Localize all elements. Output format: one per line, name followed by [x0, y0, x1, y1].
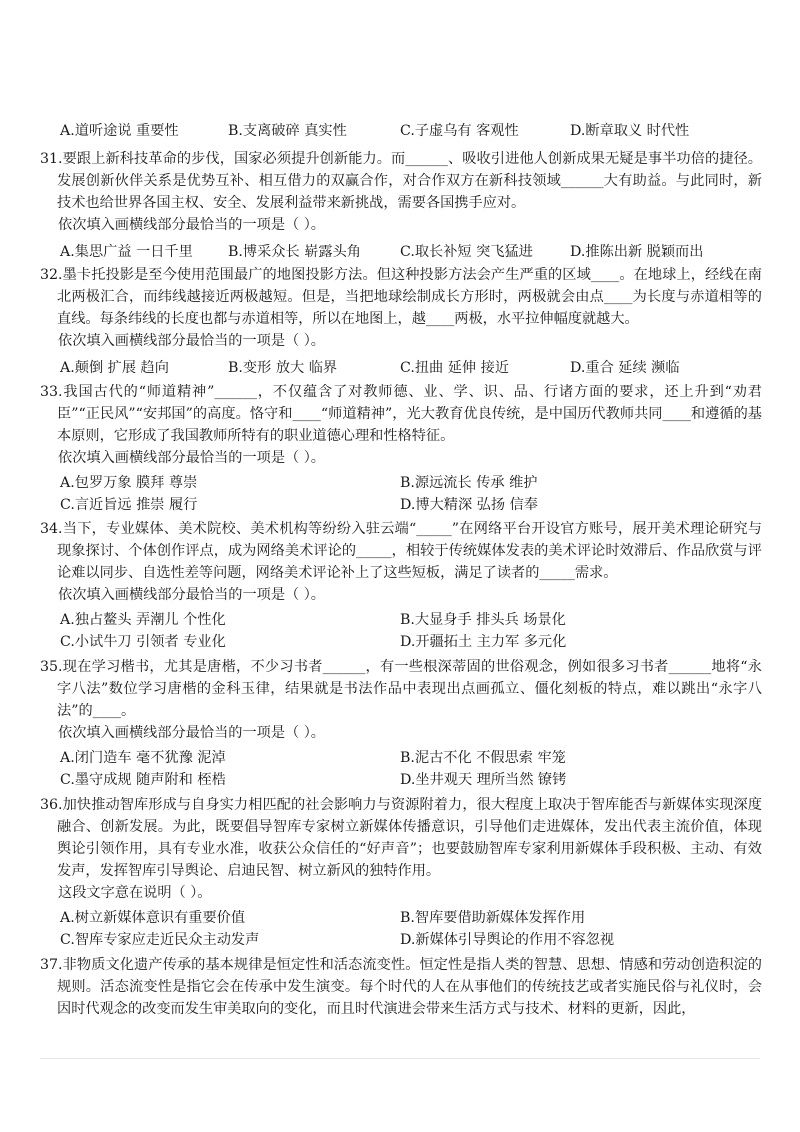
option-c[interactable]: C.言近旨远 推崇 履行 [60, 497, 198, 513]
option-d[interactable]: D.重合 延续 濒临 [570, 360, 680, 376]
question-prompt: 依次填入画横线部分最恰当的一项是（ ）。 [58, 587, 325, 603]
question-prompt: 依次填入画横线部分最恰当的一项是（ ）。 [58, 217, 325, 233]
q30-options [60, 120, 780, 142]
option-c[interactable]: C.小试牛刀 引领者 专业化 [60, 634, 226, 650]
option-b[interactable]: B.泥古不化 不假思索 牢笼 [400, 750, 566, 766]
option-row [40, 357, 762, 379]
q30-option-d[interactable]: D.断章取义 时代性 [570, 123, 690, 139]
option-c[interactable]: C.智库专家应走近民众主动发声 [60, 932, 260, 948]
option-a[interactable]: A.闭门造车 毫不犹豫 泥淖 [60, 750, 226, 766]
option-grid [40, 609, 762, 653]
option-b[interactable]: B.大显身手 排头兵 场景化 [400, 612, 566, 628]
option-d[interactable]: D.博大精深 弘扬 信奉 [400, 497, 538, 513]
question-stem: 35.现在学习楷书，尤其是唐楷，不少习书者______，有一些根深蒂固的世俗观念，例如很多习书者______地将“永字八法”数位学习唐楷的金科玉律，结果就是书法作品中表现出点画孤立、僵化刻板的特点，难以跳出“永字八法”的____。 [40, 659, 762, 719]
q30-option-b[interactable]: B.支离破碎 真实性 [228, 123, 347, 139]
option-b[interactable]: B.智库要借助新媒体发挥作用 [400, 910, 586, 926]
question-31 [40, 148, 762, 263]
question-stem: 36.加快推动智库形成与自身实力相匹配的社会影响力与资源附着力，很大程度上取决于智库能否与新媒体实现深度融合、创新发展。为此，既要倡导智库专家树立新媒体传播意识，引导他们走进媒体，发出代表主流价值，体现舆论引领作用，具有专业水准，收获公众信任的“好声音”；也要鼓励智库专家利用新媒体手段积极、主动、有效发声，发挥智库引导舆论、启迪民智、树立新风的独特作用。 [40, 797, 762, 879]
option-c[interactable]: C.取长补短 突飞猛进 [400, 244, 533, 260]
option-grid [40, 472, 762, 516]
question-stem: 31.要跟上新科技革命的步伐，国家必须提升创新能力。而______、吸收引进他人创新成果无疑是事半功倍的捷径。发展创新伙伴关系是优势互补、相互借力的双赢合作，对合作双方在新科技领域______大有助益。与此同时，新技术也给世界各国主权、安全、发展利益带来新挑战，需要各国携手应对。 [40, 151, 762, 211]
q30-option-c[interactable]: C.子虚乌有 客观性 [400, 123, 519, 139]
question-33 [40, 381, 762, 516]
option-a[interactable]: A.颠倒 扩展 趋向 [60, 360, 169, 376]
question-stem: 32.墨卡托投影是至今使用范围最广的地图投影方法。但这种投影方法会产生严重的区域____。在地球上，经线在南北两极汇合，而纬线越接近两极越短。但是，当把地球绘制成长方形时，两极就会由点____为长度与赤道相等的直线。每条纬线的长度也都与赤道相等，所以在地图上，越____两极，水平拉伸幅度就越大。 [40, 267, 762, 327]
question-36 [40, 794, 762, 951]
question-stem: 33.我国古代的“师道精神”______，不仅蕴含了对教师德、业、学、识、品、行诸方面的要求，还上升到“劝君臣”“正民风”“安邦国”的高度。恪守和____“师道精神”，光大教育优良传统，是中国历代教师共同____和遵循的基本原则，它形成了我国教师所特有的职业道德心理和性格特征。 [40, 384, 762, 444]
option-grid [40, 907, 762, 951]
question-prompt: 依次填入画横线部分最恰当的一项是（ ）。 [58, 725, 325, 741]
question-stem: 34.当下，专业媒体、美术院校、美术机构等纷纷入驻云端“_____”在网络平台开设官方账号，展开美术理论研究与现象探讨、个体创作评点，成为网络美术评论的_____，相较于传统媒体发表的美术评论时效滞后、作品欣赏与评论难以同步、自选性差等问题，网络美术评论补上了这些短板，满足了读者的_____需求。 [40, 521, 762, 581]
option-d[interactable]: D.新媒体引导舆论的作用不容忽视 [400, 932, 615, 948]
option-c[interactable]: C.墨守成规 随声附和 桎梏 [60, 772, 226, 788]
question-prompt: 这段文字意在说明（ ）。 [58, 885, 212, 901]
option-b[interactable]: B.博采众长 崭露头角 [228, 244, 361, 260]
option-d[interactable]: D.推陈出新 脱颖而出 [570, 244, 704, 260]
option-d[interactable]: D.坐井观天 理所当然 镣铐 [400, 772, 567, 788]
option-c[interactable]: C.扭曲 延伸 接近 [400, 360, 510, 376]
question-35 [40, 656, 762, 791]
footer-divider [40, 1058, 760, 1059]
option-b[interactable]: B.源远流长 传承 维护 [400, 475, 538, 491]
question-37 [40, 954, 762, 1020]
option-b[interactable]: B.变形 放大 临界 [228, 360, 338, 376]
option-row [40, 241, 762, 263]
option-a[interactable]: A.树立新媒体意识有重要价值 [60, 910, 246, 926]
question-32 [40, 264, 762, 379]
option-grid [40, 747, 762, 791]
option-a[interactable]: A.独占鳌头 弄潮儿 个性化 [60, 612, 226, 628]
option-d[interactable]: D.开疆拓土 主力军 多元化 [400, 634, 567, 650]
question-prompt: 依次填入画横线部分最恰当的一项是（ ）。 [58, 450, 325, 466]
option-a[interactable]: A.集思广益 一日千里 [60, 244, 193, 260]
option-a[interactable]: A.包罗万象 膜拜 尊崇 [60, 475, 198, 491]
question-prompt: 依次填入画横线部分最恰当的一项是（ ）。 [58, 333, 325, 349]
question-stem: 37.非物质文化遗产传承的基本规律是恒定性和活态流变性。恒定性是指人类的智慧、思想、情感和劳动创造积淀的规则。活态流变性是指它会在传承中发生演变。每个时代的人在从事他们的传统技艺或者实施民俗与礼仪时，会因时代观念的改变而发生审美取向的变化，而且时代演进会带来生活方式与技术、材料的更新，因此， [40, 957, 762, 1017]
question-34 [40, 518, 762, 653]
q30-option-a[interactable]: A.道听途说 重要性 [60, 123, 179, 139]
